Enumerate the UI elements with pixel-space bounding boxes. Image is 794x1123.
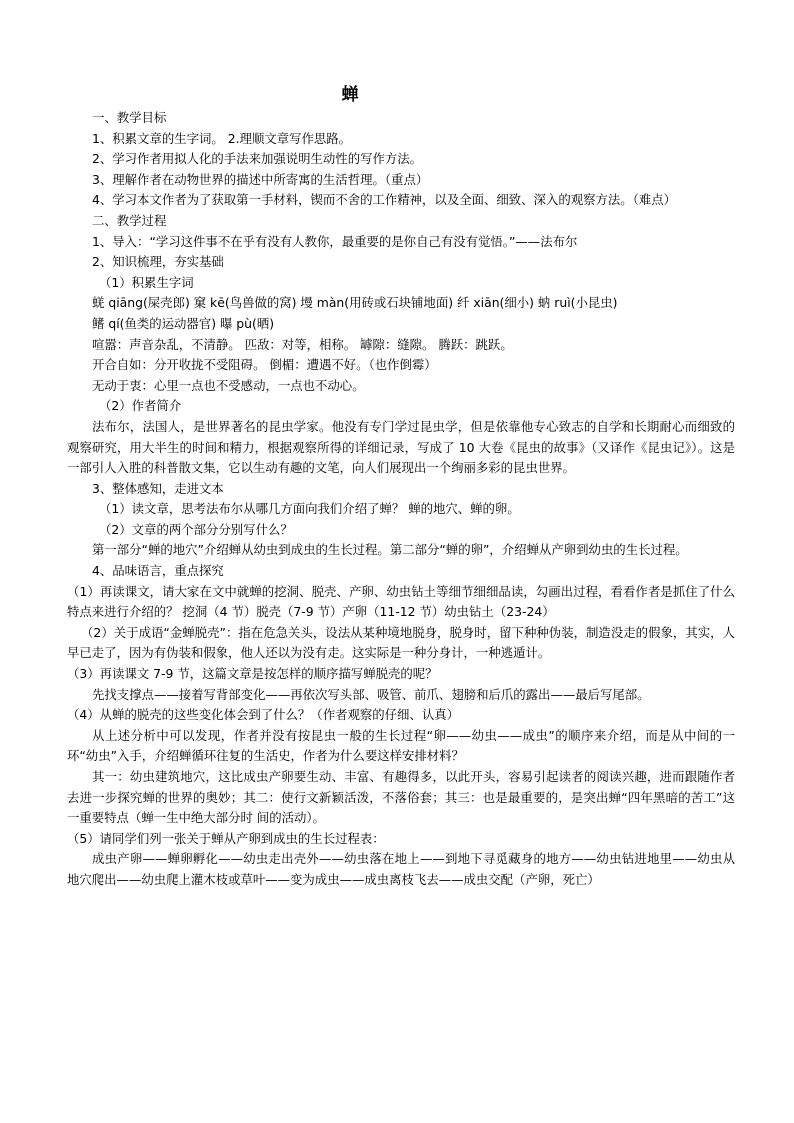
paragraph-p21: 从上述分析中可以发现，作者并没有按昆虫一般的生长过程“卵——幼虫——成虫”的顺序来介绍，而是从中间的一环“幼虫”入手，介绍蝉循环往复的生活史，作者为什么要这样安排材料？ xyxy=(67,727,735,764)
paragraph-g1: 1、积累文章的生字词。 2.理顺文章写作思路。 xyxy=(92,130,352,146)
paragraph-p11: 3、整体感知，走进文本 xyxy=(92,480,224,496)
paragraph-g3: 3、理解作者在动物世界的描述中所寄寓的生活哲理。（重点） xyxy=(92,171,429,187)
paragraph-p6: 喧嚣：声音杂乱，不清静。 匹敌：对等，相称。 罅隙：缝隙。 腾跃：跳跃。 xyxy=(92,336,513,352)
paragraph-p3: （1）积累生字词 xyxy=(99,274,194,290)
paragraph-g2: 2、学习作者用拟人化的手法来加强说明生动性的写作方法。 xyxy=(92,151,423,167)
paragraph-p13: （2）文章的两个部分分别写什么？ xyxy=(99,521,293,537)
paragraph-p17: （2）关于成语“金蝉脱壳”：指在危急关头，设法从某种境地脱身，脱身时，留下种种伪装，制造没走的假象，其实，人早已走了，因为有伪装和假象，他人还以为没有走。这实际是一种分身计，一种逃遁计。 xyxy=(67,624,735,661)
paragraph-p5: 鳍 qí(鱼类的运动器官) 曝 pù(晒) xyxy=(92,315,275,331)
paragraph-p4: 蜣 qiāng(屎壳郎) 窠 kē(鸟兽做的窝) 墁 màn(用砖或石块铺地面) 纤 xiān(细小) 蚋 ruì(小昆虫) xyxy=(92,295,618,311)
paragraph-p10: 法布尔，法国人，是世界著名的昆虫学家。他没有专门学过昆虫学，但是依靠他专心致志的自学和长期耐心而细致的观察研究，用大半生的时间和精力，根据观察所得的详细记录，写成了 10 大卷《昆虫的故事》（又译作《昆虫记》）。这是一部引人入胜的科普散文集，它以生动有趣的文笔，向人们展现出一个绚丽多彩的昆虫世界。 xyxy=(67,418,735,476)
paragraph-p7: 开合自如：分开收拢不受阻碍。 倒楣：遭遇不好。（也作倒霉） xyxy=(92,357,437,373)
paragraph-g4: 4、学习本文作者为了获取第一手材料，锲而不舍的工作精神，以及全面、细致、深入的观察方法。（难点） xyxy=(92,192,677,208)
paragraph-p15: 4、品味语言，重点探究 xyxy=(92,563,224,579)
paragraph-p18: （3）再读课文 7-9 节，这篇文章是按怎样的顺序描写蝉脱壳的呢？ xyxy=(67,666,438,682)
paragraph-p14: 第一部分“蝉的地穴”介绍蝉从幼虫到成虫的生长过程。第二部分“蝉的卵”，介绍蝉从产卵到幼虫的生长过程。 xyxy=(92,542,688,558)
document-body xyxy=(67,108,735,891)
paragraph-p19: 先找支撑点——接着写背部变化——再依次写头部、吸管、前爪、翅膀和后爪的露出——最后写尾部。 xyxy=(92,686,650,702)
page-title: 蝉 xyxy=(341,85,359,105)
paragraph-p23: （5）请同学们列一张关于蝉从产卵到成虫的生长过程表： xyxy=(67,830,385,846)
paragraph-p8: 无动于衷：心里一点也不受感动，一点也不动心。 xyxy=(92,377,365,393)
paragraph-s1: 一、教学目标 xyxy=(92,110,167,125)
paragraph-p9: （2）作者简介 xyxy=(99,398,182,414)
paragraph-s2: 二、教学过程 xyxy=(92,212,167,228)
paragraph-p2: 2、知识梳理，夯实基础 xyxy=(92,254,224,270)
paragraph-p22: 其一：幼虫建筑地穴，这比成虫产卵要生动、丰富、有趣得多，以此开头，容易引起读者的阅读兴趣，进而跟随作者去进一步探究蝉的世界的奥妙；其二：使行文新颖活泼，不落俗套；其三：也是最重要的，是突出蝉“四年黑暗的苦工”这一重要特点（蝉一生中绝大部分时 间的活动）。 xyxy=(67,769,735,826)
paragraph-p12: （1）读文章，思考法布尔从哪几方面向我们介绍了蝉？ 蝉的地穴、蝉的卵。 xyxy=(99,501,520,517)
paragraph-p1: 1、导入：“学习这件事不在乎有没有人教你，最重要的是你自己有没有觉悟。”——法布尔 xyxy=(92,233,578,249)
paragraph-p20: （4）从蝉的脱壳的这些变化体会到了什么？（作者观察的仔细、认真） xyxy=(67,707,459,723)
paragraph-p24: 成虫产卵——蝉卵孵化——幼虫走出壳外——幼虫落在地上——到地下寻觅藏身的地方——幼虫钻进地里——幼虫从地穴爬出——幼虫爬上灌木枝或草叶——变为成虫——成虫离枝飞去——成虫交配（产卵，死亡） xyxy=(67,851,735,887)
paragraph-p16: （1）再读课文，请大家在文中就蝉的挖洞、脱壳、产卵、幼虫钻土等细节细细品读，勾画出过程，看看作者是抓住了什么特点来进行介绍的？ 挖洞（4 节）脱壳（7-9 节）产卵（11-12 节）幼虫钻土（23-24） xyxy=(67,583,735,620)
